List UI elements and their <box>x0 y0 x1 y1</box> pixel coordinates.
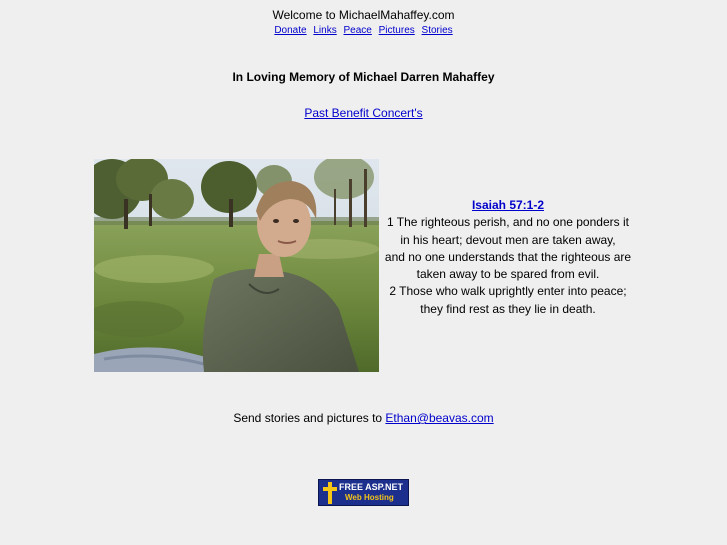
memorial-photo <box>94 159 379 372</box>
nav-link-pictures[interactable]: Pictures <box>378 25 415 36</box>
badge-line-2: Web Hosting <box>345 493 394 502</box>
scripture-title <box>384 197 632 214</box>
free-asp-hosting-badge[interactable] <box>318 479 409 506</box>
email-link[interactable]: Ethan@beavas.com <box>385 411 494 425</box>
scripture-title-link[interactable]: Isaiah 57:1-2 <box>471 198 545 212</box>
welcome-text: Welcome to MichaelMahaffey.com <box>272 8 455 22</box>
benefit-section <box>0 106 727 120</box>
scripture-line-1: 1 The righteous perish, and no one ponders it in his heart; devout men are taken away, <box>387 215 629 247</box>
send-stories-line <box>0 411 727 425</box>
nav-link-peace[interactable]: Peace <box>343 25 372 36</box>
nav-link-links[interactable]: Links <box>313 25 337 36</box>
send-stories-text: Send stories and pictures to <box>233 411 386 425</box>
cross-icon <box>323 482 337 504</box>
nav-link-stories[interactable]: Stories <box>421 25 453 36</box>
park-photo-image <box>94 159 379 372</box>
benefit-concert-link[interactable]: Past Benefit Concert's <box>304 106 423 120</box>
scripture-line-3: 2 Those who walk uprightly enter into peace; they find rest as they lie in death. <box>389 284 627 316</box>
scripture-block <box>384 197 632 318</box>
badge-line-1: FREE ASP.NET <box>339 482 404 492</box>
top-nav <box>0 25 727 36</box>
nav-link-donate[interactable]: Donate <box>274 25 307 36</box>
memorial-title: In Loving Memory of Michael Darren Mahaffey <box>232 70 495 84</box>
scripture-line-2: and no one understands that the righteous are taken away to be spared from evil. <box>384 249 632 282</box>
